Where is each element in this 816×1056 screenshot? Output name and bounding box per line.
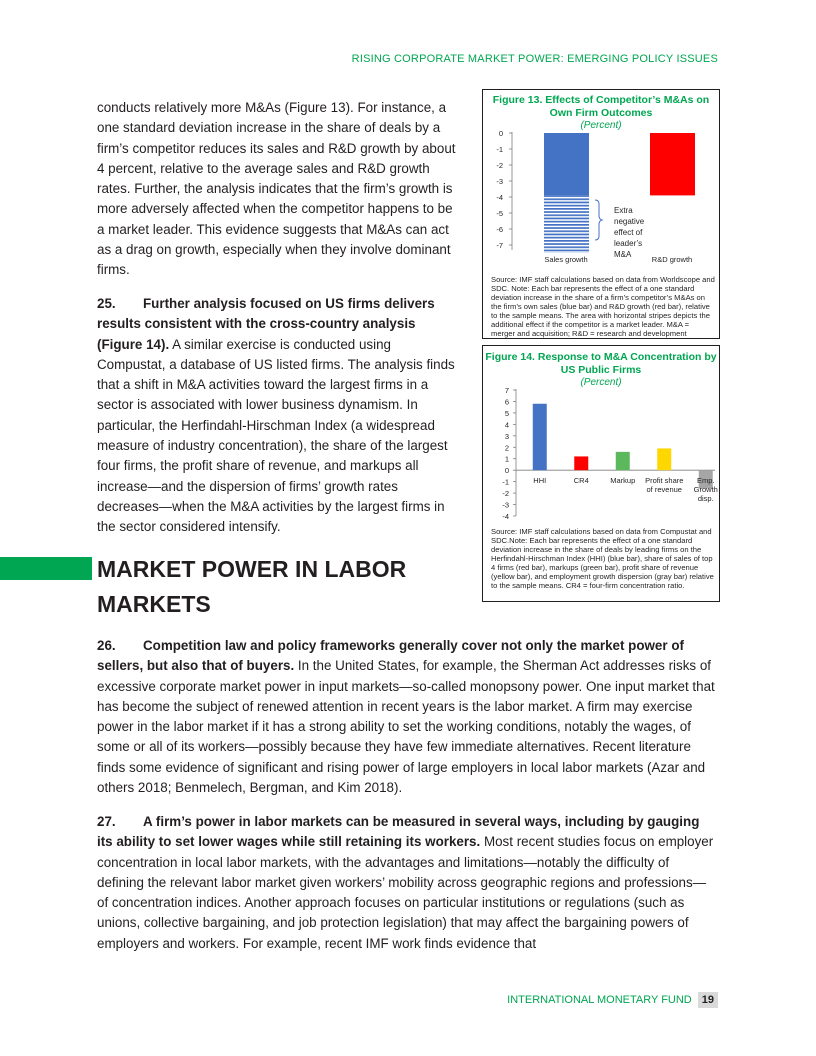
figure-14-subtitle: (Percent): [580, 377, 622, 388]
section-marker-bar: [0, 557, 92, 580]
body-paragraph-25: [97, 294, 463, 538]
footer: [507, 992, 718, 1008]
figure-14-title: Figure 14. Response to M&A Concentration by US Public Firms: [485, 351, 717, 376]
y-tick-label: -4: [496, 193, 503, 202]
category-label: HHI: [533, 476, 547, 486]
category-label: Emp.: [696, 476, 715, 486]
figure-13-chart: [483, 128, 719, 268]
annotation-text: [614, 206, 645, 259]
category-label: Growth: [693, 485, 718, 495]
paragraph-lead: A firm’s power in labor markets can be measured in several ways, including by gauging its ability to set lower wages while still retaining its workers.: [97, 814, 700, 850]
category-label: Markup: [610, 476, 636, 486]
y-tick-label: -7: [496, 241, 503, 250]
y-tick-label: 0: [498, 129, 503, 138]
body-paragraph-27: [97, 812, 715, 954]
figure-14-chart: [483, 386, 719, 526]
svg-text:M&A: M&A: [614, 250, 632, 259]
bar-profit-share-of-revenue: [657, 448, 671, 470]
svg-text:Extra: Extra: [614, 206, 633, 215]
figure-14-note: Source: IMF staff calculations based on data from Compustat and SDC.Note: Each bar represents the effect of a one standard deviation increase in the share of deals by leading firms on the Herfindahl-Hirschman Index (HHI) (blue bar), share of sales of top 4 firms (red bar), markups (green bar), profit share of revenue (yellow bar), and employment growth dispersion (gray bar) relative to the sample means. CR4 = four-firm concentration ratio.: [491, 527, 714, 590]
annotation-brace: [595, 200, 602, 240]
y-tick-label: 3: [504, 431, 509, 441]
y-tick-label: -3: [502, 500, 509, 510]
paragraph-intro-text: conducts relatively more M&As (Figure 13). For instance, a one standard deviation increase in the share of deals by a firm’s competitor reduces its sales and R&D growth by about 4 percent, relative to the average sales and R&D growth rates. Further, the analysis indicates that the firm’s growth is more adversely affected when the competitor happens to be a market leader. This evidence suggests that M&As can act as a drag on growth, especially when they involve dominant firms.: [97, 100, 456, 278]
paragraph-number: 25.: [97, 296, 116, 311]
y-tick-label: 7: [504, 386, 509, 395]
y-tick-label: 6: [504, 397, 509, 407]
figure-13-note: Source: IMF staff calculations based on data from Worldscope and SDC. Note: Each bar represents the effect of a one standard deviation increase in the share of a firm’s competitor’s M&As on the firm’s own sales (blue bar) and R&D growth (red bar), relative to the sample means. The area with horizontal stripes depicts the additional effect if the competitor is a market leader. M&A = merger and acquisition; R&D = research and development: [491, 275, 715, 338]
paragraph-number: 27.: [97, 814, 116, 829]
y-tick-label: 5: [504, 408, 509, 418]
y-tick-label: 1: [504, 454, 509, 464]
paragraph-lead: Further analysis focused on US firms delivers results consistent with the cross-country analysis (Figure 14).: [97, 296, 435, 352]
y-tick-label: -1: [502, 477, 509, 487]
svg-text:effect of: effect of: [614, 228, 643, 237]
y-tick-label: -3: [496, 177, 503, 186]
category-label-sales-growth: Sales growth: [544, 255, 588, 264]
figure-13-box: [482, 89, 720, 339]
section-heading: MARKET POWER IN LABOR MARKETS: [97, 556, 407, 617]
footer-publisher: INTERNATIONAL MONETARY FUND: [507, 994, 692, 1006]
body-paragraph-26: [97, 636, 715, 798]
y-tick-label: 2: [504, 443, 509, 453]
svg-text:negative: negative: [614, 217, 645, 226]
svg-text:leader’s: leader’s: [614, 239, 643, 248]
y-tick-label: -5: [496, 209, 503, 218]
category-label: disp.: [697, 494, 714, 504]
figure-13-subtitle: (Percent): [580, 120, 622, 131]
y-tick-label: -6: [496, 225, 503, 234]
y-tick-label: -2: [502, 489, 509, 499]
category-label: of revenue: [646, 485, 682, 495]
paragraph-body: A similar exercise is conducted using Compustat, a database of US listed firms. The analysis finds that a shift in M&A activities toward the largest firms in a sector is associated with lower business dynamism. In particular, the Herfindahl-Hirschman Index (a widespread measure of industry concentration), the share of the largest four firms, the profit share of revenue, and markups all increase—and the dispersion of firms’ growth rates decreases—when the M&A activities by the largest firms in the sector considered intensify.: [97, 336, 455, 535]
bar-sales-growth: [544, 133, 589, 195]
y-tick-label: -2: [496, 161, 503, 170]
figure-14-box: [482, 345, 720, 602]
body-paragraph-intro: [97, 98, 463, 281]
bar-sales-growth-leader-extra: [544, 195, 589, 253]
bar-markup: [616, 452, 630, 470]
y-tick-label: 0: [504, 466, 509, 476]
y-tick-label: -4: [502, 512, 509, 521]
paragraph-body: In the United States, for example, the Sherman Act addresses risks of excessive corporate market power in input markets—so-called monopsony power. One input market that has become the subject of renewed attention in recent years is the labor market. A firm may exercise power in the labor market if it has a strong ability to set the working conditions, notably the wages, of some or all of its workers—possibly because they have few immediate alternatives. Recent literature finds some evidence of significant and rising power of large employers in local labor markets (Azar and others 2018; Benmelech, Bergman, and Kim 2018).: [97, 658, 715, 796]
paragraph-number: 26.: [97, 638, 116, 653]
page-number: 19: [698, 992, 718, 1008]
paragraph-body: Most recent studies focus on employer concentration in local labor markets, with the advantages and limitations—notably the difficulty of defining the relevant labor market given workers’ mobility across geographic regions and professions—of concentration indices. Another approach focuses on particular institutions or regulations (such as unions, collective bargaining, and job protection legislation) that may affect the bargaining powers of employers and workers. For example, recent IMF work finds evidence that: [97, 834, 714, 951]
figure-13-title: Figure 13. Effects of Competitor’s M&As on Own Firm Outcomes: [492, 94, 710, 119]
category-label: CR4: [573, 476, 589, 486]
paragraph-lead: Competition law and policy frameworks generally cover not only the market power of sellers, but also that of buyers.: [97, 638, 684, 674]
y-tick-label: 4: [504, 420, 509, 430]
running-header: RISING CORPORATE MARKET POWER: EMERGING POLICY ISSUES: [351, 53, 718, 65]
bar-rd-growth: [650, 133, 695, 195]
category-label-rd-growth: R&D growth: [651, 255, 693, 264]
bar-hhi: [533, 404, 547, 470]
y-tick-label: -1: [496, 145, 503, 154]
bar-cr4: [574, 456, 588, 470]
category-label: Profit share: [645, 476, 684, 486]
